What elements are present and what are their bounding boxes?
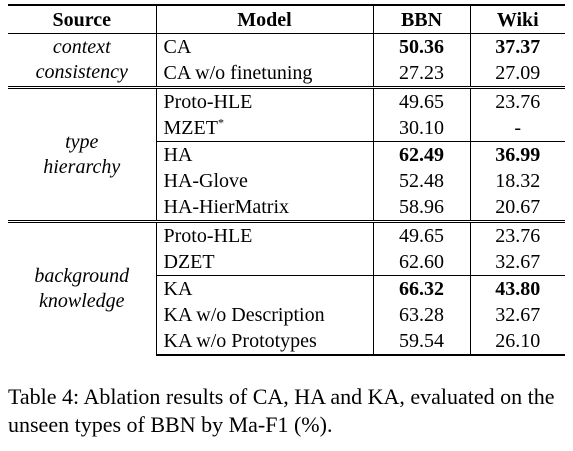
wiki-score: 32.67 [495,251,541,273]
header-source: Source [8,5,156,34]
header-row [8,5,565,34]
model-cell [156,276,373,303]
wiki-score: 43.80 [470,276,565,303]
ablation-table-container [8,4,565,356]
model-cell [156,60,373,88]
wiki-score: 20.67 [495,196,541,218]
bbn-score: 62.49 [373,142,470,169]
model-cell [156,194,373,222]
wiki-score: 26.10 [470,328,565,355]
source-line-1: background [34,265,130,287]
wiki-score: 27.09 [495,62,541,84]
model-name: MZET [163,117,218,139]
model-cell [156,142,373,169]
source-line-1: context [52,36,111,58]
table-body [8,34,565,356]
model-name: HA-HierMatrix [163,196,290,218]
bbn-score: 58.96 [373,194,470,222]
wiki-score: 18.32 [495,170,541,192]
bbn-score: 52.48 [373,168,470,194]
model-cell [156,168,373,194]
header-bbn: BBN [373,5,470,34]
table-caption: Table 4: Ablation results of CA, HA and KA, evaluated on the unseen types of BBN by Ma-F1 (%). [8,384,555,437]
model-name: DZET [163,251,215,273]
wiki-score: 37.37 [495,36,541,58]
bbn-score: 50.36 [373,34,470,61]
header-wiki: Wiki [470,5,565,34]
bbn-score: 27.23 [373,60,470,88]
wiki-score: - [514,117,522,139]
header-model: Model [156,5,373,34]
model-name: HA-Glove [163,170,248,192]
model-name: Proto-HLE [163,91,253,113]
model-name: KA w/o Description [163,304,325,326]
source-cell [8,88,156,222]
model-name: CA w/o finetuning [163,62,313,84]
source-cell [8,222,156,356]
wiki-score: 32.67 [495,304,541,326]
bbn-score: 49.65 [373,222,470,250]
bbn-score: 63.28 [373,302,470,328]
model-name: KA w/o Prototypes [163,330,317,352]
bbn-score: 30.10 [373,115,470,142]
model-cell [156,302,373,328]
wiki-score: 36.99 [470,142,565,169]
table-row [8,34,565,61]
model-name: CA [163,36,192,58]
wiki-score: 23.76 [470,88,565,116]
model-cell [156,88,373,116]
bbn-score: 49.65 [373,88,470,116]
model-cell [156,222,373,250]
bbn-score: 66.32 [373,276,470,303]
source-line-2: consistency [35,61,128,83]
bbn-score: 62.60 [373,249,470,276]
table-row [8,88,565,116]
wiki-score: 23.76 [470,222,565,250]
model-cell [156,34,373,61]
bbn-score: 59.54 [373,328,470,355]
table-row [8,222,565,250]
model-name: KA [163,278,193,300]
model-footnote-marker: * [217,115,224,130]
source-line-2: hierarchy [43,155,121,178]
model-cell [156,115,373,142]
ablation-table [8,4,565,356]
source-line-2: knowledge [38,290,125,312]
model-cell [156,328,373,355]
source-cell [8,34,156,88]
source-line-1: type [65,130,99,153]
model-name: Proto-HLE [163,225,253,247]
model-name: HA [163,144,193,166]
model-cell [156,249,373,276]
